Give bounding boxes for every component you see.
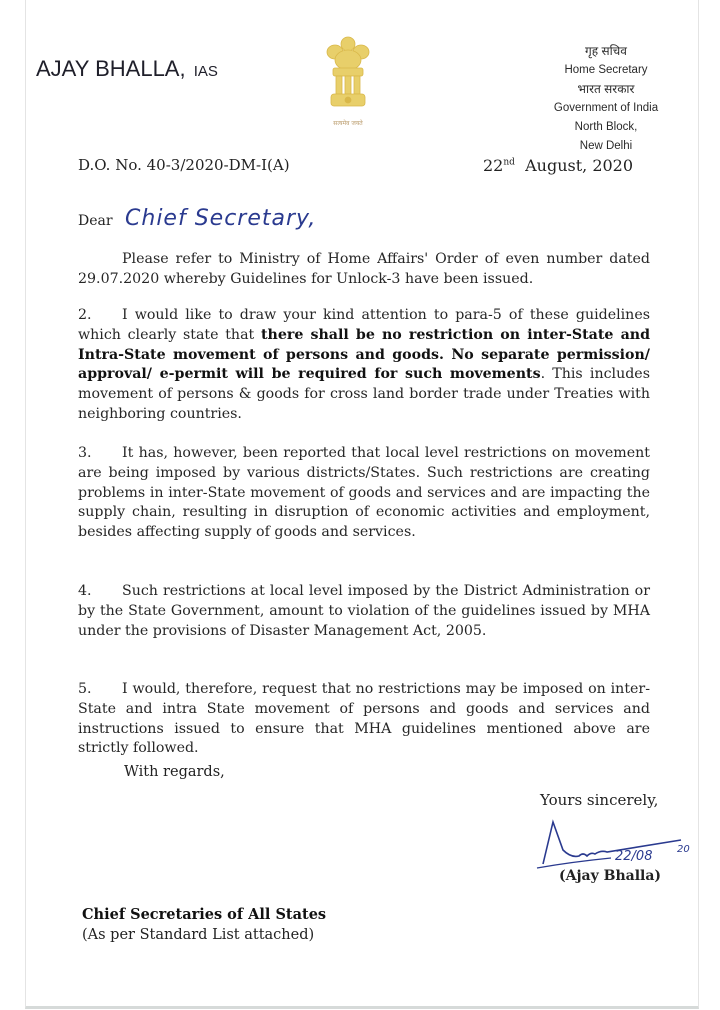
sender-suffix: IAS: [193, 63, 218, 80]
letter-date: [483, 156, 633, 175]
sender-name-text: AJAY BHALLA,: [36, 56, 186, 81]
paragraph-4-text: Such restrictions at local level imposed by the District Administration or by the State Government, amount to violation of the guidelines issued by MHA under the provisions of Disaster Management Act, 2005.: [78, 583, 650, 639]
address-line-2: New Delhi: [579, 140, 633, 152]
paragraph-1: [78, 250, 650, 290]
paragraph-5: [78, 680, 650, 759]
government-hindi: भारत सरकार: [577, 82, 635, 96]
date-day: 22: [483, 156, 504, 175]
paragraph-number: 5.: [78, 681, 92, 697]
paragraph-3: [78, 444, 650, 543]
paragraph-2-text-a: I would like to draw your kind attention to para-5 of these guidelines which clearly state that: [78, 307, 650, 343]
svg-text:22/08: 22/08: [615, 849, 653, 864]
paragraph-4: [78, 582, 650, 641]
closing-sincerely: Yours sincerely,: [540, 791, 659, 809]
date-suffix: nd: [503, 157, 515, 168]
government: Government of India: [553, 102, 659, 114]
paragraph-5-text: I would, therefore, request that no restrictions may be imposed on inter-State and intra State movement of persons and goods and services and instructions issued to ensure that MHA guidelines mentioned above are strictly followed.: [78, 681, 650, 757]
paragraph-number: 2.: [78, 307, 92, 323]
do-number: D.O. No. 40-3/2020-DM-I(A): [78, 156, 290, 174]
salutation-dear: Dear: [78, 213, 113, 229]
svg-text:सत्यमेव जयते: सत्यमेव जयते: [333, 120, 363, 127]
sender-name: [36, 56, 218, 82]
office-address: [536, 42, 676, 156]
paragraph-2-text-b: . This includes movement of persons & goods for cross land border trade under Treaties with neighboring countries.: [78, 366, 650, 422]
letter-page: [25, 0, 699, 1009]
paragraph-1-text: Please refer to Ministry of Home Affairs' Order of even number dated 29.07.2020 whereby Guidelines for Unlock-3 have been issued.: [78, 251, 650, 287]
paragraph-2: [78, 306, 650, 425]
addressee-note: (As per Standard List attached): [82, 927, 315, 943]
paragraph-2-bold: there shall be no restriction on inter-State and Intra-State movement of persons and goods. No separate permission/ approval/ e-permit will be required for such movements: [78, 326, 650, 383]
handwritten-addressee: Chief Secretary,: [125, 206, 317, 231]
addressee-title: Chief Secretaries of All States: [82, 906, 327, 923]
office-title-hindi: गृह सचिव: [585, 44, 627, 58]
paragraph-number: 4.: [78, 583, 92, 599]
office-title: Home Secretary: [564, 64, 648, 76]
date-month-year: August, 2020: [525, 156, 634, 175]
national-emblem-icon: [323, 30, 373, 130]
salutation: [78, 206, 316, 231]
svg-text:20: 20: [677, 844, 690, 855]
paragraph-3-text: It has, however, been reported that local level restrictions on movement are being imposed by various districts/States. Such restrictions are creating problems in inter-State movement of goods and services and are impacting the supply chain, resulting in disruption of economic activities and employment, besides affecting supply of goods and services.: [78, 445, 650, 541]
closing-regards: With regards,: [124, 764, 225, 780]
signatory-name: (Ajay Bhalla): [559, 868, 662, 884]
paragraph-number: 3.: [78, 445, 92, 461]
address-line-1: North Block,: [574, 121, 638, 133]
